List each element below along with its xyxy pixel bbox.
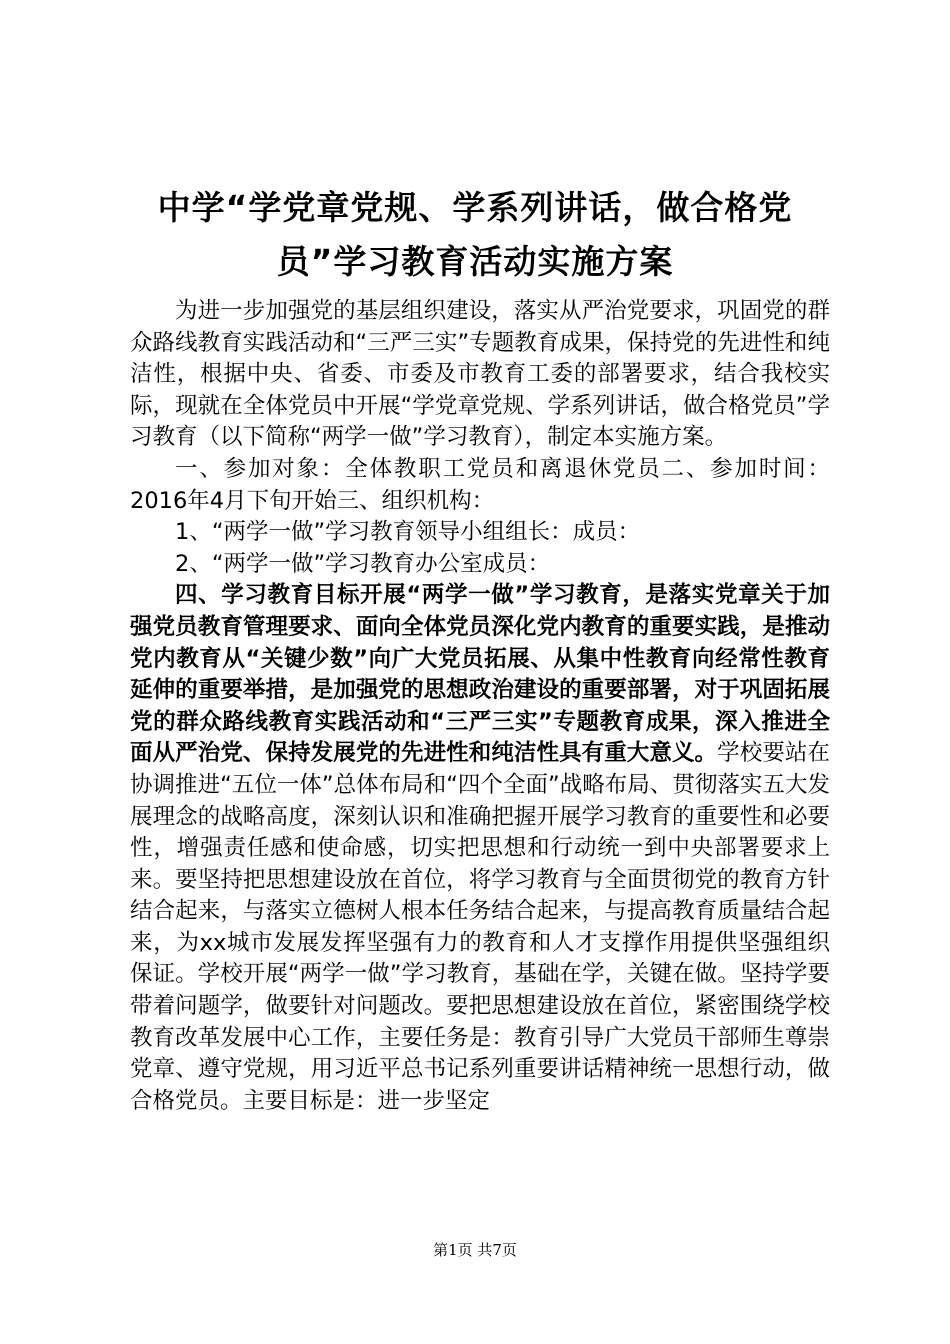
paragraph-participants: 一、参加对象：全体教职工党员和离退休党员二、参加时间：2016年4月下旬开始三、组织机构：: [130, 455, 830, 514]
paragraph-intro: 为进一步加强党的基层组织建设，落实从严治党要求，巩固党的群众路线教育实践活动和“三严三实”专题教育成果，保持党的先进性和纯洁性，根据中央、省委、市委及市教育工委的部署要求，结合我校实际，现就在全体党员中开展“学党章党规、学系列讲话，做合格党员”学习教育（以下简称“两学一做”学习教育），制定本实施方案。: [130, 298, 830, 451]
document-title-line-2: 员”学习教育活动实施方案: [276, 242, 674, 281]
paragraph-leading-group: 1、“两学一做”学习教育领导小组组长：成员：: [175, 519, 641, 546]
page-number: 第1页 共7页: [433, 1241, 517, 1259]
paragraph-office: 2、“两学一做”学习教育办公室成员：: [175, 550, 551, 577]
document-title-line-1: 中学“学党章党规、学系列讲话，做合格党: [157, 188, 793, 227]
document-body: [130, 296, 830, 1117]
paragraph-goals-bold: 四、学习教育目标开展“两学一做”学习教育，是落实党章关于加强党员教育管理要求、面向全体党员深化党内教育的重要实践，是推动党内教育从“关键少数”向广大党员拓展、从集中性教育向经常性教育延伸的重要举措，是加强党的思想政治建设的重要部署，对于巩固拓展党的群众路线教育实践活动和“三严三实”专题教育成果，深入推进全面从严治党、保持发展党的先进性和纯洁性具有重大意义。: [130, 582, 830, 767]
paragraph-goals-normal: 学校要站在协调推进“五位一体”总体布局和“四个全面”战略布局、贯彻落实五大发展理念的战略高度，深刻认识和准确把握开展学习教育的重要性和必要性，增强责任感和使命感，切实把思想和行动统一到中央部署要求上来。要坚持把思想建设放在首位，将学习教育与全面贯彻党的教育方针结合起来，与落实立德树人根本任务结合起来，与提高教育质量结合起来，为xx城市发展发挥坚强有力的教育和人才支撑作用提供坚强组织保证。学校开展“两学一做”学习教育，基础在学，关键在做。坚持学要带着问题学，做要针对问题改。要把思想建设放在首位，紧密围绕学校教育改革发展中心工作，主要任务是：教育引导广大党员干部师生尊崇党章、遵守党规，用习近平总书记系列重要讲话精神统一思想行动，做合格党员。主要目标是：进一步坚定: [130, 740, 830, 1114]
paragraph-goals: [130, 580, 830, 1117]
